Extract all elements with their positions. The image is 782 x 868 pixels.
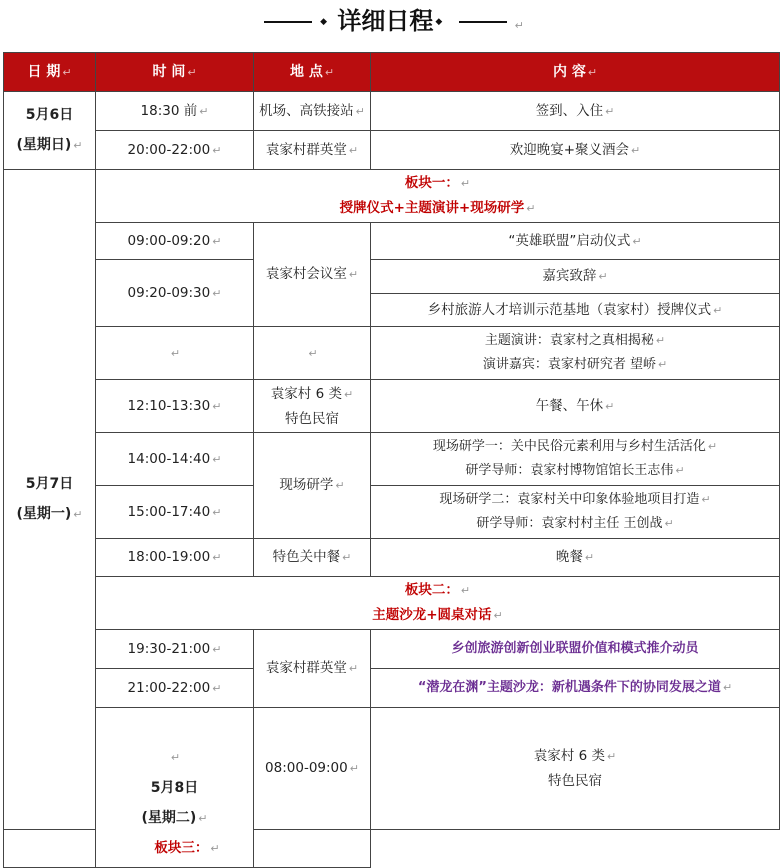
content-cell: 欢迎晚宴+聚义酒会 ↵	[371, 131, 780, 170]
block-row	[4, 830, 780, 868]
content-cell: 午餐、午休 ↵	[371, 380, 780, 433]
content-cell: 现场研学一：关中民俗元素利用与乡村生活活化 ↵ 研学导师：袁家村博物馆馆长王志伟 ↵	[371, 433, 780, 486]
date-cell-day3: ↵ 5月8日 (星期二) ↵	[96, 708, 254, 868]
place-cell: 袁家村群英堂 ↵	[254, 131, 371, 170]
table-row	[4, 260, 780, 294]
content-cell: 嘉宾致辞 ↵	[371, 260, 780, 294]
table-row	[4, 539, 780, 577]
schedule-table	[3, 52, 780, 868]
title-left-line	[264, 21, 312, 23]
table-row	[4, 630, 780, 669]
table-row	[4, 223, 780, 260]
time-cell: 08:00-09:00 ↵	[254, 708, 371, 830]
place-cell: 特色关中餐 ↵	[254, 539, 371, 577]
paragraph-mark: ↵	[514, 19, 524, 32]
title-text: 详细日程	[337, 7, 434, 35]
table-row	[4, 708, 780, 830]
time-cell: 21:00-22:00 ↵	[96, 669, 254, 708]
block-three-cell: 板块三： ↵	[4, 830, 371, 868]
time-cell-empty: ↵	[96, 327, 254, 380]
date-cell-day1: 5月6日 (星期日) ↵	[4, 92, 96, 170]
block-two-cell: 板块二： ↵ 主题沙龙+圆桌对话 ↵	[96, 577, 780, 630]
table-header-row	[4, 53, 780, 92]
table-row	[4, 327, 780, 380]
header-content: 内 容 ↵	[371, 53, 780, 92]
table-row	[4, 486, 780, 539]
header-time: 时 间 ↵	[96, 53, 254, 92]
place-cell: 机场、高铁接站 ↵	[254, 92, 371, 131]
date-cell-day2: 5月7日 (星期一) ↵	[4, 170, 96, 830]
block-row	[4, 170, 780, 223]
content-cell: 主题演讲：袁家村之真相揭秘 ↵ 演讲嘉宾：袁家村研究者 望峤 ↵	[371, 327, 780, 380]
table-row	[4, 669, 780, 708]
place-cell: 袁家村会议室 ↵	[254, 223, 371, 327]
content-cell: “英雄联盟”启动仪式 ↵	[371, 223, 780, 260]
place-cell: 袁家村 6 类 ↵ 特色民宿	[254, 380, 371, 433]
table-row	[4, 131, 780, 170]
place-cell-empty: ↵	[254, 327, 371, 380]
time-cell: 19:30-21:00 ↵	[96, 630, 254, 669]
title-right-diamond: ◆	[435, 17, 443, 27]
time-cell: 09:20-09:30 ↵	[96, 260, 254, 327]
time-cell: 20:00-22:00 ↵	[96, 131, 254, 170]
page-title	[0, 6, 782, 36]
header-place: 地 点 ↵	[254, 53, 371, 92]
time-cell: 18:00-19:00 ↵	[96, 539, 254, 577]
table-row	[4, 433, 780, 486]
content-cell: 现场研学二：袁家村关中印象体验地项目打造 ↵ 研学导师：袁家村村主任 王创战 ↵	[371, 486, 780, 539]
block-one-cell: 板块一： ↵ 授牌仪式+主题演讲+现场研学 ↵	[96, 170, 780, 223]
time-cell: 18:30 前 ↵	[96, 92, 254, 131]
content-cell: 乡创旅游创新创业联盟价值和模式推介动员	[371, 630, 780, 669]
title-left-diamond: ◆	[320, 17, 328, 27]
block-row	[4, 577, 780, 630]
header-date: 日 期 ↵	[4, 53, 96, 92]
time-cell: 14:00-14:40 ↵	[96, 433, 254, 486]
place-cell: 袁家村 6 类 ↵ 特色民宿	[371, 708, 780, 830]
time-cell: 09:00-09:20 ↵	[96, 223, 254, 260]
table-row	[4, 92, 780, 131]
time-cell: 15:00-17:40 ↵	[96, 486, 254, 539]
content-cell: “潜龙在渊”主题沙龙：新机遇条件下的协同发展之道 ↵	[371, 669, 780, 708]
content-cell: 签到、入住 ↵	[371, 92, 780, 131]
place-cell: 现场研学 ↵	[254, 433, 371, 539]
table-row	[4, 380, 780, 433]
place-cell: 袁家村群英堂 ↵	[254, 630, 371, 708]
title-right-line	[459, 21, 507, 23]
time-cell: 12:10-13:30 ↵	[96, 380, 254, 433]
content-cell: 晚餐 ↵	[371, 539, 780, 577]
content-cell: 乡村旅游人才培训示范基地（袁家村）授牌仪式 ↵	[371, 294, 780, 327]
